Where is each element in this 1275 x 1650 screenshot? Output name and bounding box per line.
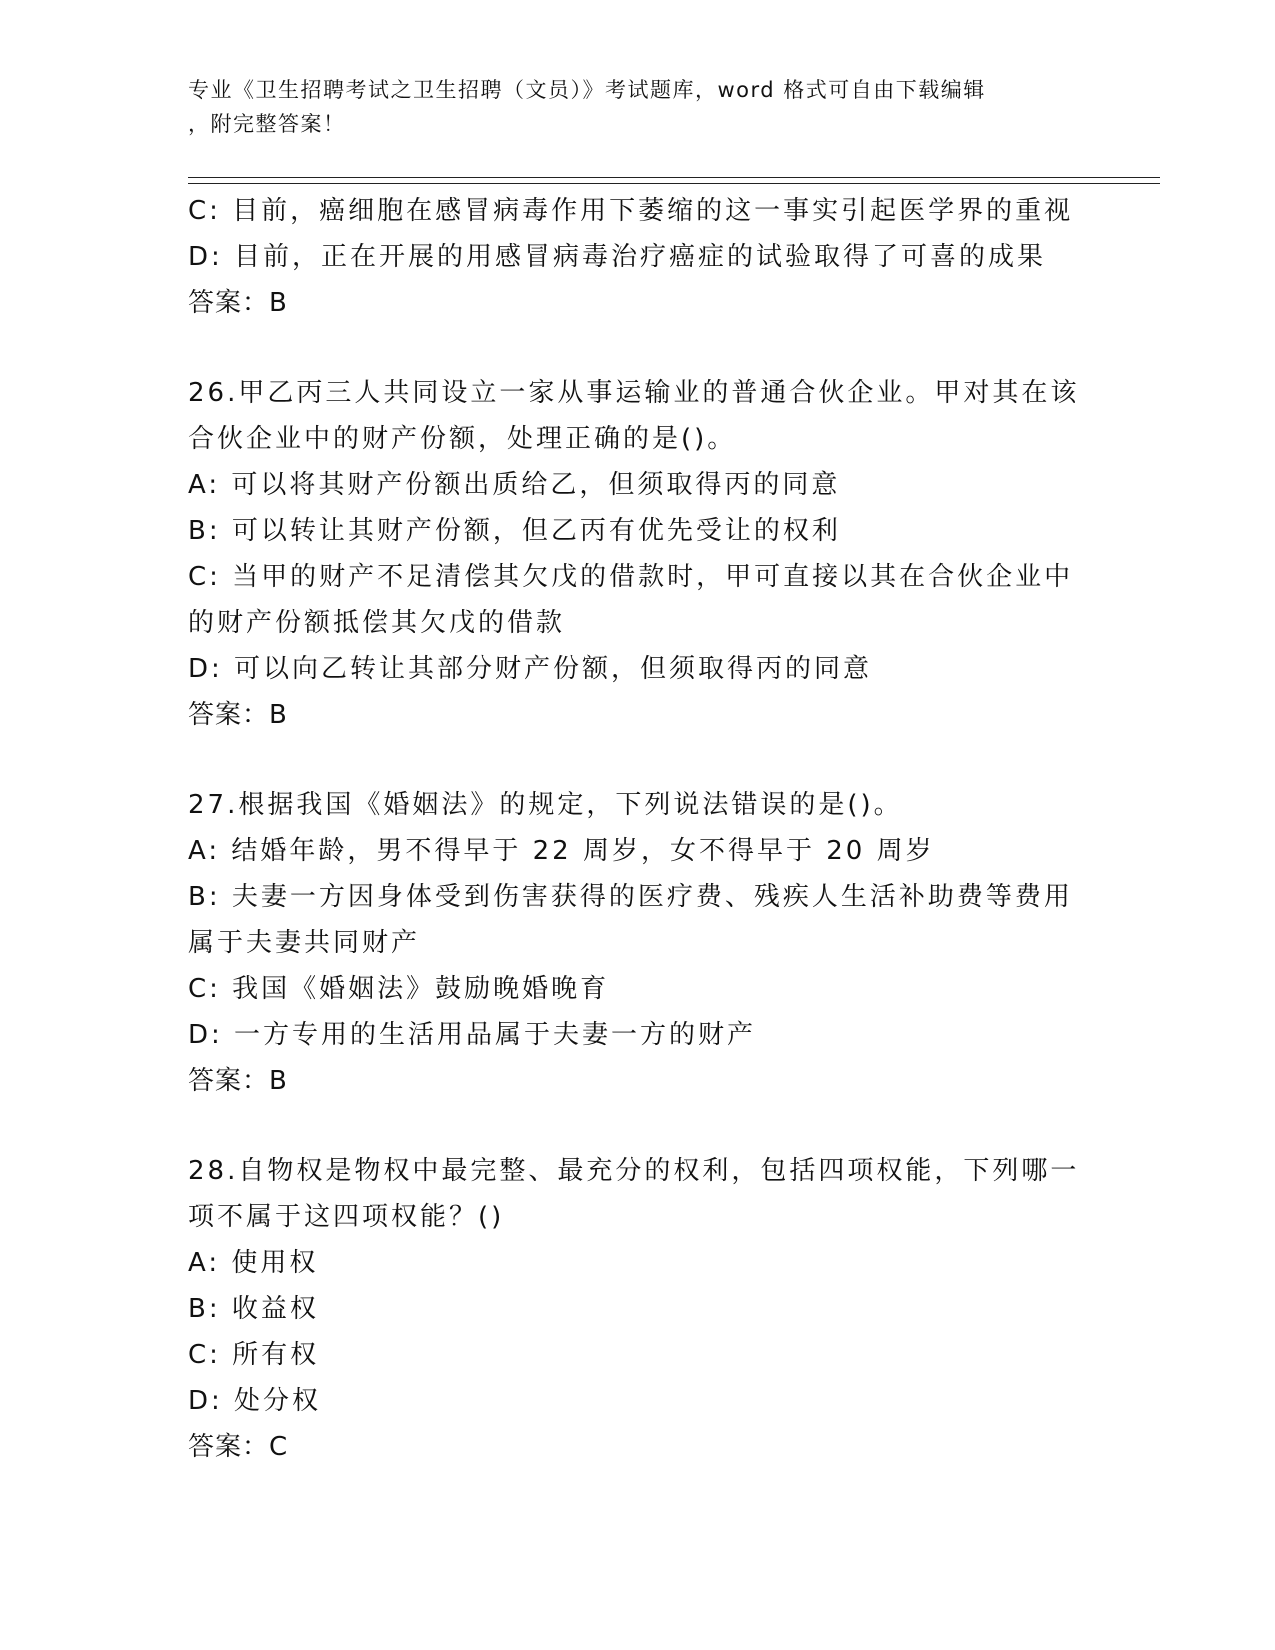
option-c: C: 所有权 xyxy=(188,1340,320,1370)
option-b-cont: 属于夫妻共同财产 xyxy=(188,928,421,958)
header-line-1: 专业《卫生招聘考试之卫生招聘（文员）》考试题库，word 格式可自由下载编辑 xyxy=(188,78,986,102)
question-stem-cont: 项不属于这四项权能？() xyxy=(188,1202,505,1232)
option-c: C: 我国《婚姻法》鼓励晚婚晚育 xyxy=(188,974,610,1004)
question-26 xyxy=(188,370,1088,738)
option-b: B: 可以转让其财产份额，但乙丙有优先受让的权利 xyxy=(188,516,841,546)
spacer xyxy=(188,326,1088,370)
option-b: B: 收益权 xyxy=(188,1294,319,1324)
question-27 xyxy=(188,782,1088,1104)
option-c-cont: 的财产份额抵偿其欠戊的借款 xyxy=(188,608,566,638)
header-line-2: ，附完整答案！ xyxy=(188,112,346,136)
question-28 xyxy=(188,1148,1088,1470)
option-c: C: 当甲的财产不足清偿其欠戊的借款时，甲可直接以其在合伙企业中 xyxy=(188,562,1074,592)
question-25-fragment xyxy=(188,188,1088,326)
answer: 答案：B xyxy=(188,700,288,730)
spacer xyxy=(188,1104,1088,1148)
option-d: D: 可以向乙转让其部分财产份额，但须取得丙的同意 xyxy=(188,654,873,684)
document-header xyxy=(188,73,1068,141)
question-stem: 26.甲乙丙三人共同设立一家从事运输业的普通合伙企业。甲对其在该 xyxy=(188,378,1080,408)
option-d: D: 处分权 xyxy=(188,1386,322,1416)
question-stem-cont: 合伙企业中的财产份额，处理正确的是()。 xyxy=(188,424,737,454)
spacer xyxy=(188,738,1088,782)
option-b: B: 夫妻一方因身体受到伤害获得的医疗费、残疾人生活补助费等费用 xyxy=(188,882,1073,912)
answer: 答案：C xyxy=(188,1432,289,1462)
option-d: D: 目前，正在开展的用感冒病毒治疗癌症的试验取得了可喜的成果 xyxy=(188,242,1047,272)
question-list xyxy=(188,188,1088,1470)
option-d: D: 一方专用的生活用品属于夫妻一方的财产 xyxy=(188,1020,757,1050)
option-a: A: 结婚年龄，男不得早于 22 周岁，女不得早于 20 周岁 xyxy=(188,836,935,866)
answer: 答案：B xyxy=(188,288,288,318)
question-stem: 27.根据我国《婚姻法》的规定，下列说法错误的是()。 xyxy=(188,790,903,820)
option-a: A: 使用权 xyxy=(188,1248,319,1278)
option-c: C: 目前，癌细胞在感冒病毒作用下萎缩的这一事实引起医学界的重视 xyxy=(188,196,1074,226)
header-divider-bottom xyxy=(188,183,1160,184)
option-a: A: 可以将其财产份额出质给乙，但须取得丙的同意 xyxy=(188,470,841,500)
header-divider-top xyxy=(188,177,1160,178)
question-stem: 28.自物权是物权中最完整、最充分的权利，包括四项权能，下列哪一 xyxy=(188,1156,1080,1186)
answer: 答案：B xyxy=(188,1066,288,1096)
